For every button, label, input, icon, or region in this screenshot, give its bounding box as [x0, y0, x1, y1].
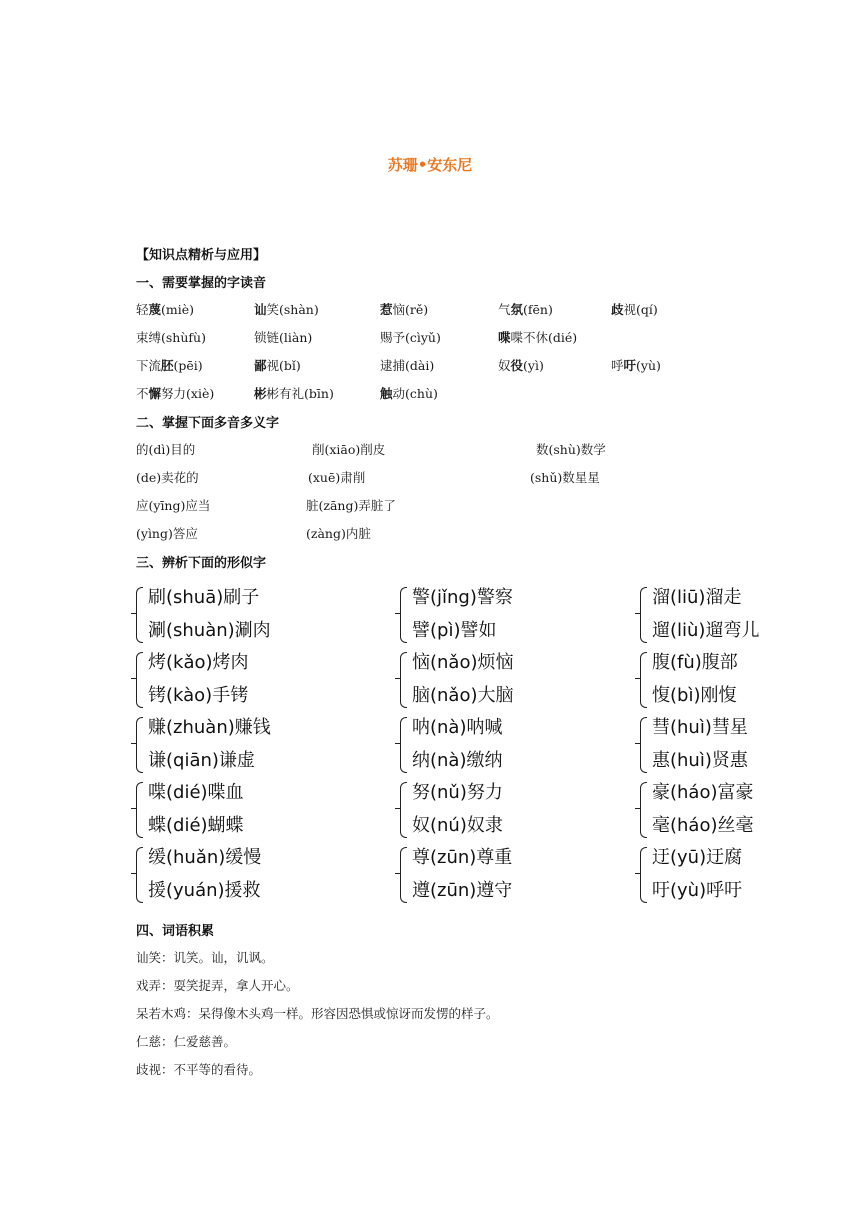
vocabulary-item: 戏弄：耍笑捉弄，拿人开心。 — [136, 978, 299, 993]
emphasized-char: 鄙 — [254, 358, 267, 373]
polyphone-row — [0, 524, 860, 544]
similar-char-first: 迂(yū)迂腐 — [652, 847, 743, 868]
brace-bracket — [400, 717, 407, 773]
similar-char-first: 尊(zūn)尊重 — [412, 847, 513, 868]
polyphone-row — [0, 440, 860, 460]
emphasized-char: 触 — [380, 386, 393, 401]
word-part: (yù) — [636, 358, 661, 373]
word-part: 气 — [498, 302, 511, 317]
brace-bracket — [136, 587, 143, 643]
similar-char-first: 溜(liū)溜走 — [652, 587, 742, 608]
pronunciation-item — [254, 328, 312, 346]
brace-bracket — [400, 652, 407, 708]
similar-char-first: 豪(háo)富豪 — [652, 782, 754, 803]
word-part: 喋不休(dié) — [510, 330, 578, 345]
brace-bracket — [640, 652, 647, 708]
pronunciation-item — [380, 300, 428, 318]
similar-char-pair — [136, 843, 316, 907]
brace-bracket — [400, 782, 407, 838]
pronunciation-item — [254, 356, 301, 374]
pronunciation-item — [611, 300, 658, 318]
polyphone-item: (zàng)内脏 — [306, 526, 371, 541]
similar-char-pair — [136, 648, 316, 712]
similar-char-second: 奴(nú)奴隶 — [412, 815, 503, 836]
polyphone-item: (de)卖花的 — [136, 470, 199, 485]
word-part: 呼 — [611, 358, 624, 373]
pronunciation-row — [0, 384, 860, 404]
pronunciation-item — [136, 356, 203, 374]
pronunciation-item — [136, 328, 206, 346]
pronunciation-item — [380, 328, 441, 346]
pronunciation-row — [0, 356, 860, 376]
section4-heading: 四、词语积累 — [136, 924, 215, 939]
similar-char-first: 彗(huì)彗星 — [652, 717, 748, 738]
brace-bracket — [136, 652, 143, 708]
similar-char-first: 恼(nǎo)烦恼 — [412, 652, 514, 673]
similar-char-pair — [136, 778, 316, 842]
similar-char-pair — [400, 648, 580, 712]
similar-char-first: 喋(dié)喋血 — [148, 782, 244, 803]
similar-char-pair — [400, 583, 580, 647]
vocabulary-item: 呆若木鸡：呆得像木头鸡一样。形容因恐惧或惊讶而发愣的样子。 — [136, 1006, 499, 1021]
word-part: 笑(shàn) — [266, 302, 319, 317]
similar-char-second: 纳(nà)缴纳 — [412, 750, 503, 771]
emphasized-char: 歧 — [611, 302, 624, 317]
similar-char-first: 刷(shuā)刷子 — [148, 587, 260, 608]
word-part: 锁链(liàn) — [254, 330, 313, 345]
pronunciation-item — [498, 356, 544, 374]
section1-heading: 一、需要掌握的字读音 — [136, 276, 267, 291]
emphasized-char: 讪 — [254, 302, 267, 317]
emphasized-char: 胚 — [161, 358, 174, 373]
similar-char-pair — [400, 843, 580, 907]
page-title: 苏珊•安东尼 — [387, 156, 473, 174]
word-part: 逮捕(dài) — [380, 358, 435, 373]
word-part: 轻 — [136, 302, 149, 317]
similar-char-first: 缓(huǎn)缓慢 — [148, 847, 262, 868]
polyphone-item: 的(dì)目的 — [136, 442, 196, 457]
polyphone-row — [0, 496, 860, 516]
pronunciation-item — [380, 356, 434, 374]
pronunciation-item — [498, 300, 553, 318]
emphasized-char: 彬 — [254, 386, 267, 401]
similar-char-second: 铐(kào)手铐 — [148, 685, 249, 706]
word-part: 下流 — [136, 358, 162, 373]
emphasized-char: 蔑 — [148, 302, 162, 317]
similar-char-second: 遵(zūn)遵守 — [412, 880, 513, 901]
polyphone-item: 脏(zāng)弄脏了 — [306, 498, 396, 513]
similar-char-pair — [640, 843, 820, 907]
brace-bracket — [640, 847, 647, 903]
emphasized-char: 吁 — [623, 358, 637, 373]
vocabulary-item: 仁慈：仁爱慈善。 — [136, 1034, 237, 1049]
pronunciation-row — [0, 300, 860, 320]
brace-bracket — [400, 587, 407, 643]
similar-char-pair — [640, 583, 820, 647]
vocabulary-item: 歧视：不平等的看待。 — [136, 1062, 262, 1077]
pronunciation-item — [498, 328, 577, 346]
similar-char-second: 蝶(dié)蝴蝶 — [148, 815, 244, 836]
similar-char-first: 赚(zhuàn)赚钱 — [148, 717, 271, 738]
word-part: (fēn) — [523, 302, 553, 317]
pronunciation-item — [136, 384, 214, 402]
pronunciation-item — [136, 300, 194, 318]
similar-char-first: 警(jǐng)警察 — [412, 587, 513, 608]
similar-char-pair — [400, 778, 580, 842]
similar-char-pair — [136, 713, 316, 777]
word-part: 努力(xiè) — [161, 386, 215, 401]
vocabulary-item: 讪笑：讥笑。讪，讥讽。 — [136, 950, 274, 965]
pronunciation-item — [254, 300, 319, 318]
brace-bracket — [136, 717, 143, 773]
word-part: 恼(rě) — [392, 302, 429, 317]
similar-char-second: 援(yuán)援救 — [148, 880, 261, 901]
similar-char-pair — [400, 713, 580, 777]
emphasized-char: 喋 — [498, 330, 511, 345]
similar-char-second: 惠(huì)贤惠 — [652, 750, 748, 771]
emphasized-char: 役 — [510, 358, 524, 373]
word-part: (pēi) — [173, 358, 203, 373]
section-main-heading: 【知识点精析与应用】 — [136, 248, 267, 263]
similar-char-pair — [136, 583, 316, 647]
polyphone-item: 应(yīng)应当 — [136, 498, 211, 513]
word-part: 束缚(shùfù) — [136, 330, 206, 345]
polyphone-item: (shǔ)数星星 — [530, 470, 600, 485]
polyphone-row — [0, 468, 860, 488]
brace-bracket — [640, 782, 647, 838]
section3-heading: 三、辨析下面的形似字 — [136, 556, 267, 571]
word-part: 动(chù) — [392, 386, 438, 401]
pronunciation-row — [0, 328, 860, 348]
polyphone-item: 数(shù)数学 — [536, 442, 606, 457]
word-part: (miè) — [161, 302, 195, 317]
brace-bracket — [640, 717, 647, 773]
brace-bracket — [136, 782, 143, 838]
polyphone-item: (xuē)肃削 — [308, 470, 366, 485]
word-part: 彬有礼(bīn) — [266, 386, 334, 401]
similar-char-pair — [640, 648, 820, 712]
pronunciation-item — [380, 384, 438, 402]
polyphone-item: (yìng)答应 — [136, 526, 198, 541]
word-part: 赐予(cìyǔ) — [380, 330, 441, 345]
word-part: 视(qí) — [623, 302, 658, 317]
similar-char-second: 愎(bì)刚愎 — [652, 685, 737, 706]
similar-char-second: 遛(liù)遛弯儿 — [652, 620, 760, 641]
word-part: (yì) — [523, 358, 544, 373]
word-part: 不 — [136, 386, 149, 401]
word-part: 奴 — [498, 358, 511, 373]
similar-char-second: 毫(háo)丝毫 — [652, 815, 754, 836]
similar-char-second: 谦(qiān)谦虚 — [148, 750, 255, 771]
emphasized-char: 懈 — [148, 386, 162, 401]
similar-char-second: 脑(nǎo)大脑 — [412, 685, 514, 706]
similar-char-second: 涮(shuàn)涮肉 — [148, 620, 271, 641]
similar-char-first: 努(nǔ)努力 — [412, 782, 503, 803]
similar-char-first: 烤(kǎo)烤肉 — [148, 652, 249, 673]
brace-bracket — [400, 847, 407, 903]
similar-char-pair — [640, 778, 820, 842]
word-part: 视(bǐ) — [266, 358, 301, 373]
similar-char-second: 譬(pì)譬如 — [412, 620, 497, 641]
similar-char-first: 呐(nà)呐喊 — [412, 717, 503, 738]
similar-char-pair — [640, 713, 820, 777]
brace-bracket — [640, 587, 647, 643]
brace-bracket — [136, 847, 143, 903]
section2-heading: 二、掌握下面多音多义字 — [136, 416, 280, 431]
pronunciation-item — [254, 384, 334, 402]
similar-char-second: 吁(yù)呼吁 — [652, 880, 743, 901]
pronunciation-item — [611, 356, 661, 374]
emphasized-char: 惹 — [380, 302, 393, 317]
polyphone-item: 削(xiāo)削皮 — [312, 442, 386, 457]
similar-char-first: 腹(fù)腹部 — [652, 652, 738, 673]
emphasized-char: 氛 — [510, 302, 524, 317]
